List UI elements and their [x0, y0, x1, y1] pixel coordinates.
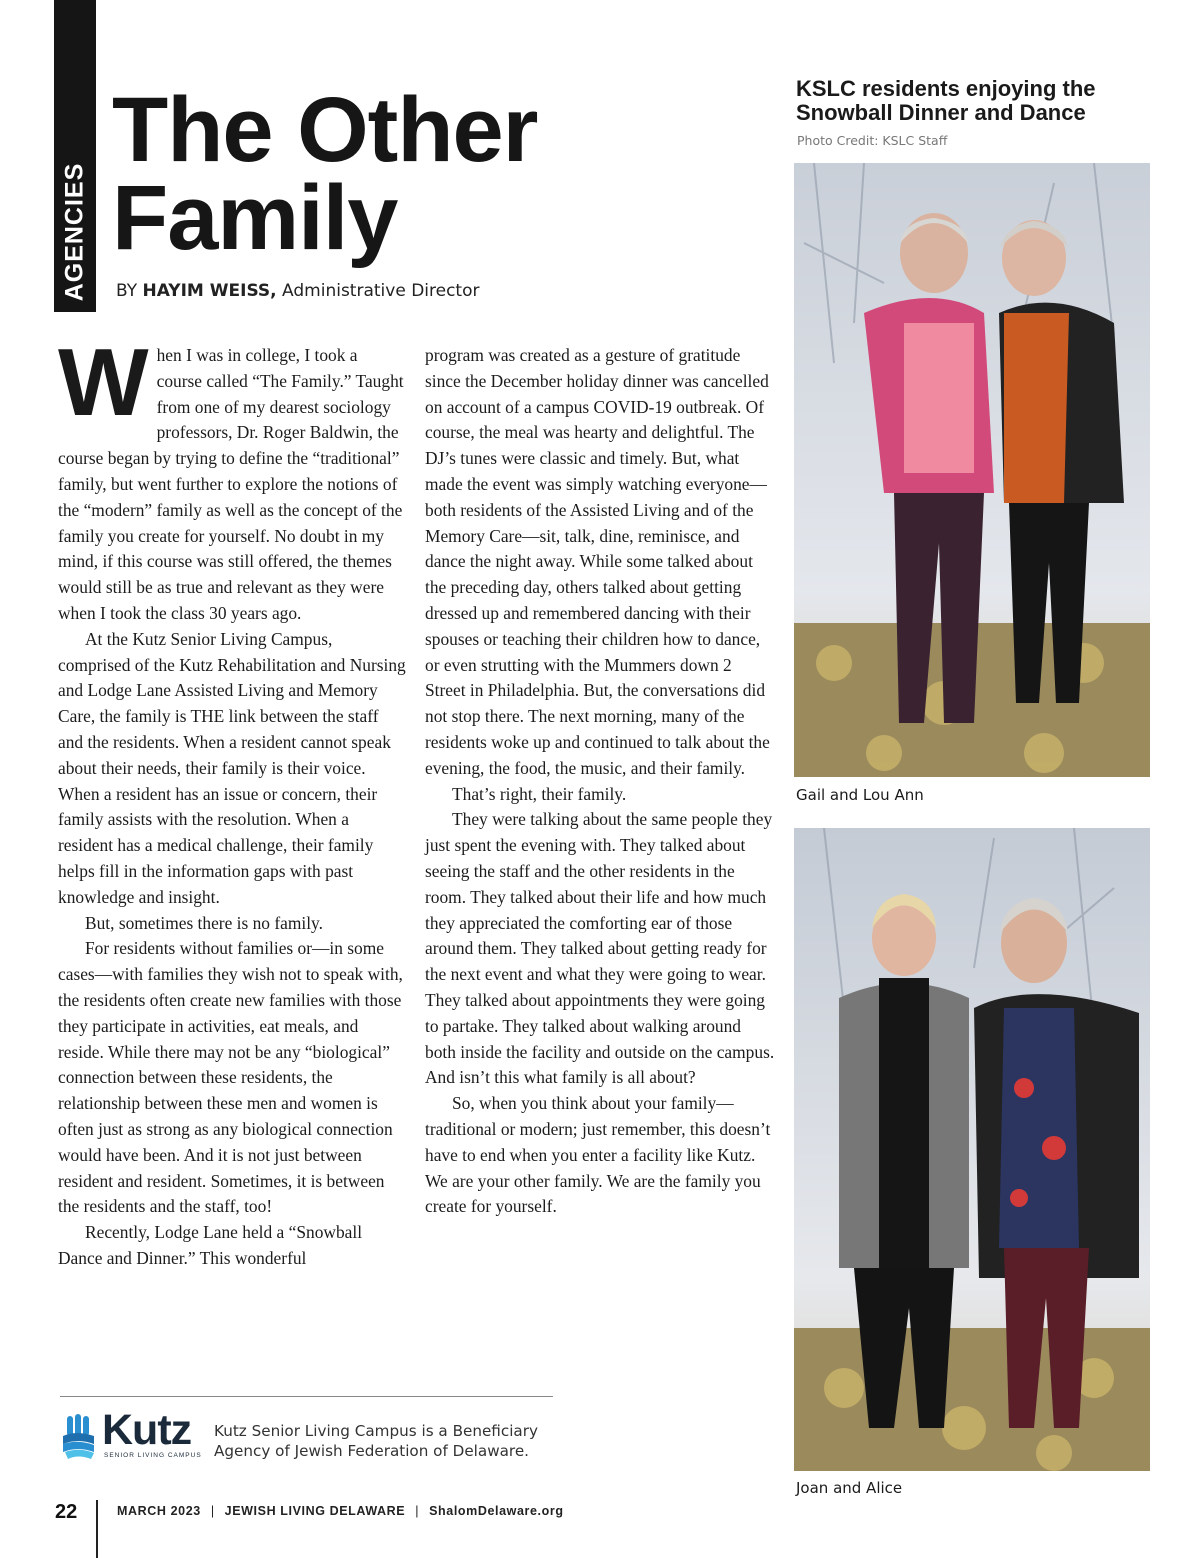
- logo-subtitle: SENIOR LIVING CAMPUS: [104, 1452, 202, 1459]
- page-number: 22: [55, 1501, 78, 1523]
- publication-name: JEWISH LIVING DELAWARE: [224, 1504, 406, 1518]
- photo-heading: KSLC residents enjoying the Snowball Dinner and Dance: [796, 76, 1096, 125]
- article-paragraph: So, when you think about your family—traditional or modern; just remember, this doesn’t have to end when you enter a facility like Kutz. We are your other family. We are the family you create for yourself.: [425, 1093, 771, 1217]
- footer: MARCH 2023 | JEWISH LIVING DELAWARE | ShalomDelaware.org: [117, 1504, 564, 1518]
- drop-cap: W: [58, 329, 149, 436]
- kutz-logo: [60, 1406, 202, 1466]
- article-paragraph: When I was in college, I took a course called “The Family.” Taught from one of my dearest sociology professors, Dr. Roger Baldwin, the course began by trying to define the “traditional” family, but went further to explore the notions of the “modern” family as well as the concept of the family you create for yourself. No doubt in my mind, if this course was still offered, the themes would still be as true and relevant as they were when I took the class 30 years ago.: [58, 329, 404, 623]
- byline-prefix: BY: [116, 281, 138, 301]
- title-line-1: The Other: [112, 79, 538, 181]
- footer-rule: [96, 1500, 98, 1558]
- beneficiary-note: Kutz Senior Living Campus is a Beneficiary Agency of Jewish Federation of Delaware.: [214, 1422, 538, 1460]
- section-label: AGENCIES: [60, 162, 89, 302]
- photo-joan-alice: [794, 828, 1150, 1471]
- author-role: Administrative Director: [282, 281, 480, 301]
- article-column-1: [58, 329, 406, 1272]
- website-link[interactable]: ShalomDelaware.org: [429, 1504, 564, 1518]
- article-paragraph: At the Kutz Senior Living Campus, comprised of the Kutz Rehabilitation and Nursing and Lodge Lane Assisted Living and Memory Care, the family is THE link between the staff and the residents. When a resident cannot speak about their needs, their family is their voice. When a resident has an issue or concern, their family assists with the resolution. When a resident has a medical challenge, their family helps fill in the information gaps with past knowledge and insight.: [58, 628, 406, 907]
- article-paragraph: That’s right, their family.: [452, 783, 627, 804]
- photo-caption: Joan and Alice: [796, 1479, 903, 1497]
- article-column-2: [425, 343, 775, 1220]
- photo-caption: Gail and Lou Ann: [796, 786, 924, 804]
- logo-wordmark: Kutz: [102, 1406, 192, 1454]
- article-paragraph: They were talking about the same people they just spent the evening with. They talked about seeing the staff and the other residents in the room. They talked about their life and how much they appreciated the comforting ear of those around them. They talked about getting ready for the next event and what they were going to wear. They talked about appointments they were going to partake. They talked about walking around both inside the facility and outside on the campus. And isn’t this what family is all about?: [425, 809, 775, 1088]
- author-name: HAYIM WEISS,: [142, 281, 277, 301]
- article-paragraph: program was created as a gesture of gratitude since the December holiday dinner was cancelled on account of a campus COVID-19 outbreak. Of course, the meal was hearty and delightful. The DJ’s tunes were classic and timely. But, what made the event was simply watching everyone—both residents of the Assisted Living and of the Memory Care—sit, talk, dine, reminisce, and dance the night away. While some talked about the preceding day, others talked about getting dressed up and remembered dancing with their spouses or teaching their children how to dance, or even strutting with the Mummers down 2 Street in Philadelphia. But, the conversations did not stop there. The next morning, many of the residents woke up and continued to talk about the evening, the food, the music, and their family.: [425, 345, 770, 778]
- article-title: [112, 79, 538, 269]
- byline: [116, 281, 479, 301]
- issue-date: MARCH 2023: [117, 1504, 201, 1518]
- article-paragraph: Recently, Lodge Lane held a “Snowball Dance and Dinner.” This wonderful: [58, 1222, 363, 1268]
- photo-gail-lou-ann: [794, 163, 1150, 777]
- photo-credit: Photo Credit: KSLC Staff: [797, 133, 948, 148]
- article-paragraph: For residents without families or—in some cases—with families they wish not to speak with, the residents often create new families with those they participate in activities, eat meals, and reside. While there may not be any “biological” connection between these residents, the relationship between these men and women is often just as strong as any biological connection would have been. And it is not just between resident and resident. Sometimes, it is between the residents and the staff, too!: [58, 938, 403, 1217]
- article-paragraph: But, sometimes there is no family.: [85, 912, 323, 933]
- title-line-2: Family: [112, 167, 398, 269]
- kutz-hand-icon: [60, 1414, 102, 1460]
- divider: [60, 1396, 553, 1397]
